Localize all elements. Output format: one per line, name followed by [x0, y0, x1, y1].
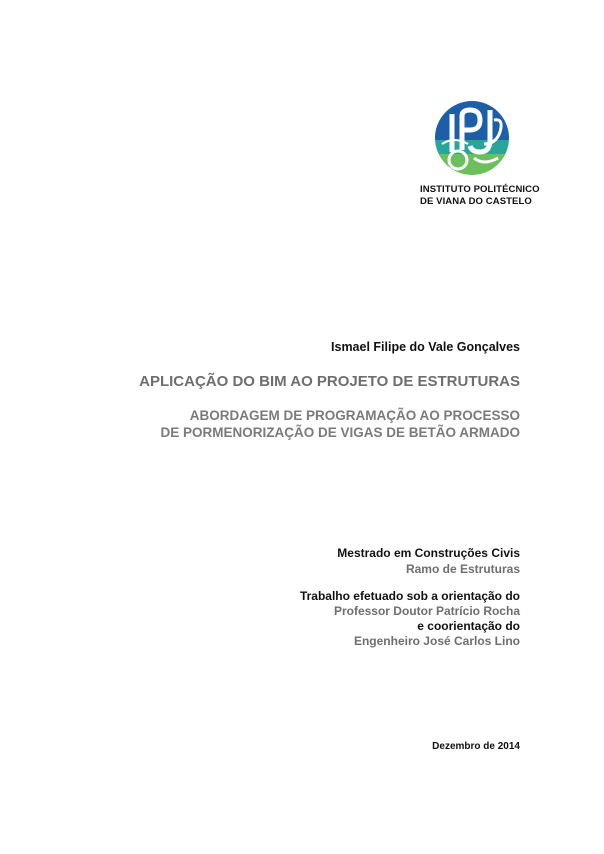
institution-logo-icon	[434, 100, 510, 176]
institution-name	[420, 184, 550, 208]
thesis-subtitle	[160, 407, 520, 441]
thesis-subtitle-line1: ABORDAGEM DE PROGRAMAÇÃO AO PROCESSO	[189, 408, 520, 423]
coadvisor-label: e coorientação do	[417, 619, 520, 633]
guidance-label: Trabalho efetuado sob a orientação do	[299, 589, 520, 603]
thesis-subtitle-line2: DE PORMENORIZAÇÃO DE VIGAS DE BETÃO ARMADO	[160, 425, 520, 440]
degree-branch: Ramo de Estruturas	[405, 562, 520, 576]
author-name: Ismael Filipe do Vale Gonçalves	[331, 340, 520, 354]
advisor-name: Professor Doutor Patrício Rocha	[333, 604, 520, 618]
institution-name-line1: INSTITUTO POLITÉCNICO	[420, 184, 540, 195]
submission-date: Dezembro de 2014	[432, 741, 520, 752]
thesis-title: APLICAÇÃO DO BIM AO PROJETO DE ESTRUTURAS	[139, 373, 520, 390]
degree-name: Mestrado em Construções Civis	[337, 546, 520, 560]
institution-name-line2: DE VIANA DO CASTELO	[420, 196, 532, 207]
coadvisor-name: Engenheiro José Carlos Lino	[353, 634, 520, 648]
